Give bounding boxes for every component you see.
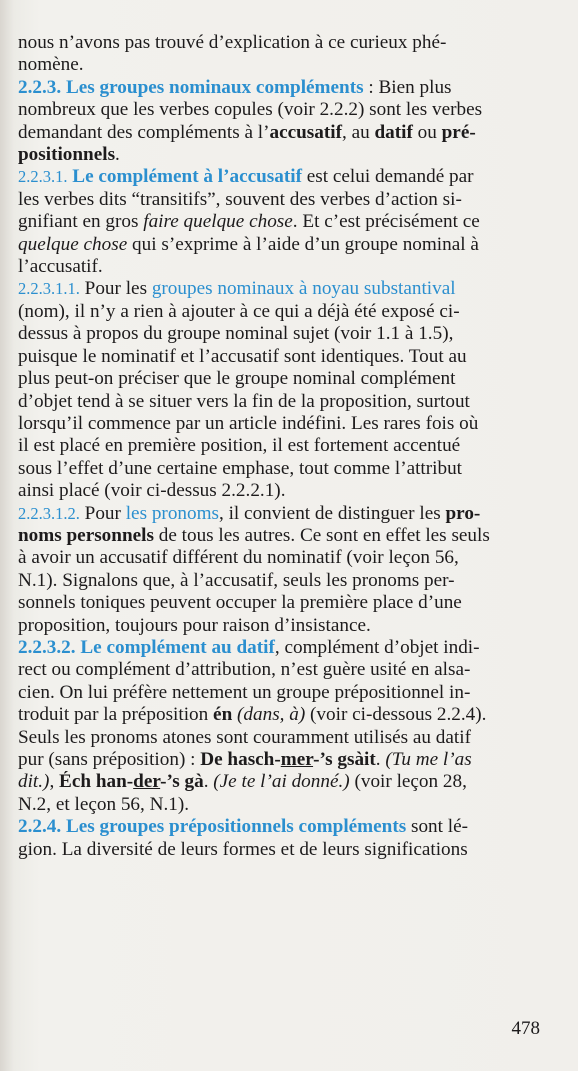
italic-term: dit.)	[18, 771, 50, 793]
text-line: l’accusatif.	[18, 256, 103, 278]
text-line	[18, 122, 558, 144]
text-line: N.2, et leçon 56, N.1).	[18, 793, 190, 815]
text-run: qui s’exprime à l’aide d’un groupe nominal à	[127, 233, 479, 255]
text-line: nous n’avons pas trouvé d’explication à ce curieux phé-	[18, 32, 447, 53]
section-number: 2.2.4.	[18, 816, 62, 838]
text-line: Seuls les pronoms atones sont couramment utilisés au datif	[18, 726, 471, 748]
text-line: dessus à propos du groupe nominal sujet (voir 1.1 à 1.5),	[18, 323, 454, 345]
text-run: troduit par la préposition	[18, 704, 214, 726]
text-line	[18, 525, 558, 547]
text-line: les verbes dits “transitifs”, souvent des verbes d’action si-	[18, 188, 462, 210]
section-title: Le complément au datif	[80, 636, 275, 658]
text-run: . Et c’est précisément ce	[292, 211, 480, 233]
highlight-term: groupes nominaux à noyau substantival	[151, 278, 456, 300]
text-line	[18, 771, 558, 793]
text-run: , complément d’objet indi-	[274, 636, 480, 658]
bold-term: accusatif	[269, 121, 342, 143]
section-number: 2.2.3.2.	[18, 636, 76, 658]
text-run: .	[115, 144, 120, 166]
text-run: Pour les	[79, 278, 152, 300]
text-line	[18, 704, 558, 726]
section-number: 2.2.3.	[18, 76, 62, 98]
bold-term: positionnels	[18, 144, 116, 166]
text-line: il est placé en première position, il est fortement accentué	[18, 435, 461, 457]
text-line: N.1). Signalons que, à l’accusatif, seuls les pronoms per-	[18, 569, 455, 591]
section-title: Les groupes nominaux compléments	[65, 76, 364, 98]
text-line: sous l’effet d’une certaine emphase, tout comme l’attribut	[18, 457, 463, 479]
text-line: ainsi placé (voir ci-dessus 2.2.2.1).	[18, 480, 286, 502]
text-run: demandant des compléments à l’	[18, 121, 270, 143]
text-line	[18, 144, 558, 166]
bold-term: noms personnels	[18, 524, 154, 546]
text-line	[18, 749, 558, 771]
text-line	[18, 211, 558, 233]
bold-term: datif	[374, 121, 413, 143]
text-run: , il convient de distinguer les	[219, 502, 446, 524]
text-line: rect ou complément d’attribution, n’est guère usité en alsa-	[18, 659, 471, 681]
highlight-term: les pronoms	[125, 502, 219, 524]
text-run: est celui demandé par	[301, 166, 474, 188]
bold-term: -’s gsàit	[313, 749, 376, 770]
text-line: à avoir un accusatif différent du nominatif (voir leçon 56,	[18, 547, 459, 569]
section-2-2-3-1	[18, 166, 558, 188]
text-run: .	[375, 749, 386, 770]
section-2-2-3	[18, 77, 558, 99]
section-title: Les groupes prépositionnels compléments	[65, 816, 407, 838]
bold-term: pré-	[441, 121, 476, 143]
section-2-2-3-1-1	[18, 278, 558, 300]
text-run: .	[203, 771, 214, 793]
section-number: 2.2.3.1.	[18, 167, 68, 187]
italic-term: (dans, à)	[237, 704, 306, 726]
text-run: sont lé-	[406, 816, 469, 838]
italic-term: faire quelque chose	[143, 211, 293, 233]
section-2-2-4	[18, 816, 558, 838]
text-line: puisque le nominatif et l’accusatif sont identiques. Tout au	[18, 345, 467, 367]
text-line: sonnels toniques peuvent occuper la première place d’une	[18, 592, 462, 614]
bold-term: -’s gà	[160, 771, 204, 793]
section-number: 2.2.3.1.2.	[18, 503, 80, 523]
text-run: Pour	[79, 502, 126, 524]
italic-term: quelque chose	[18, 233, 128, 255]
section-2-2-3-1-2	[18, 503, 558, 525]
text-line: lorsqu’il commence par un article indéfini. Les rares fois où	[18, 412, 479, 434]
text-run: ou	[412, 121, 442, 143]
text-line: gion. La diversité de leurs formes et de leurs significations	[18, 838, 468, 860]
text-run: (voir leçon 28,	[349, 771, 467, 793]
page-number: 478	[511, 1018, 540, 1039]
section-title: Le complément à l’accusatif	[72, 166, 302, 188]
text-run: gnifiant en gros	[18, 211, 144, 233]
section-number: 2.2.3.1.1.	[18, 279, 80, 299]
underlined-term: mer	[280, 749, 314, 770]
text-line: plus peut-on préciser que le groupe nominal complément	[18, 368, 456, 390]
text-run: (voir ci-dessous 2.2.4).	[305, 704, 487, 726]
bold-term: De hasch-	[200, 749, 281, 770]
text-line: proposition, toujours pour raison d’insistance.	[18, 614, 371, 636]
underlined-term: der	[133, 771, 161, 793]
bold-term: Éch han-	[59, 771, 134, 793]
text-run: : Bien plus	[363, 76, 452, 98]
text-run: de tous les autres. Ce sont en effet les seuls	[153, 524, 490, 546]
text-line	[18, 234, 558, 256]
section-2-2-3-2	[18, 637, 558, 659]
text-line: d’objet tend à se situer vers la fin de la proposition, surtout	[18, 390, 470, 412]
bold-term: én	[213, 704, 233, 726]
text-line: (nom), il n’y a rien à ajouter à ce qui a déjà été exposé ci-	[18, 300, 460, 322]
text-line: nombreux que les verbes copules (voir 2.2.2) sont les verbes	[18, 99, 483, 121]
text-run: , au	[341, 121, 375, 143]
italic-term: (Tu me l’as	[385, 749, 472, 770]
text-run: pur (sans préposition) :	[18, 749, 201, 770]
bold-term: pro-	[445, 502, 481, 524]
text-line: cien. On lui préfère nettement un groupe prépositionnel in-	[18, 681, 471, 703]
text-run: ,	[49, 771, 60, 793]
text-line: nomène.	[18, 54, 84, 76]
body-text	[18, 32, 558, 861]
italic-term: (Je te l’ai donné.)	[213, 771, 350, 793]
